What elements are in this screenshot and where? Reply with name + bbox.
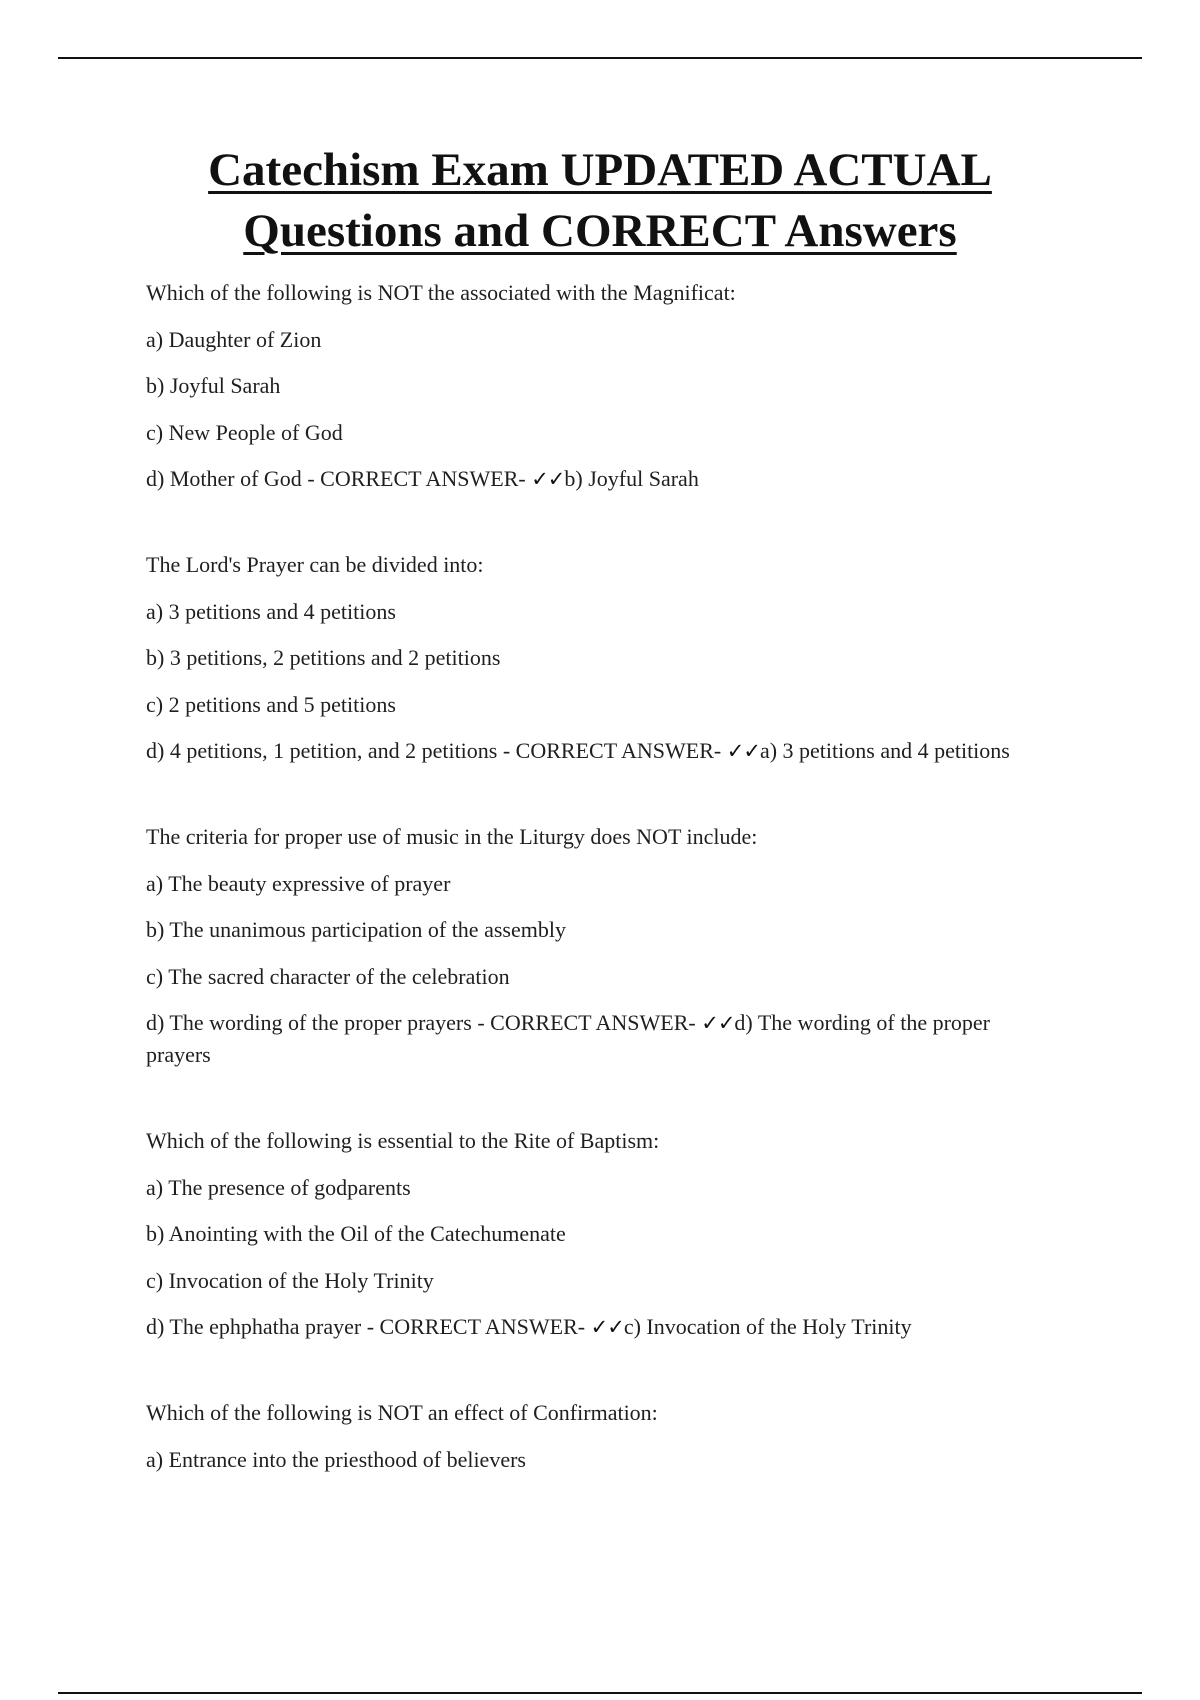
check-icon: ✓✓: [531, 467, 565, 491]
option-b: b) The unanimous participation of the assembly: [146, 917, 566, 942]
correct-answer: a) 3 petitions and 4 petitions: [759, 738, 1010, 763]
option-b: b) Joyful Sarah: [146, 373, 281, 398]
option-c: c) New People of God: [146, 419, 343, 445]
question-text: The criteria for proper use of music in the Liturgy does NOT include:: [146, 824, 758, 849]
correct-answer: d) The wording of the proper prayers: [146, 1010, 990, 1067]
correct-answer-label: - CORRECT ANSWER-: [471, 1010, 702, 1035]
option-c: c) Invocation of the Holy Trinity: [146, 1267, 434, 1293]
top-rule: [58, 57, 1142, 59]
correct-answer-label: - CORRECT ANSWER-: [301, 466, 532, 491]
check-icon: ✓✓: [701, 1011, 735, 1035]
option-d-with-answer: [146, 463, 1026, 495]
question-block-5: [146, 1397, 1026, 1476]
check-icon: ✓✓: [590, 1315, 624, 1339]
option-d: d) 4 petitions, 1 petition, and 2 petitions: [146, 738, 498, 763]
option-c: c) The sacred character of the celebration: [146, 963, 510, 989]
question-list: [146, 277, 1026, 1530]
question-block-4: [146, 1125, 1026, 1343]
option-d: d) Mother of God: [146, 466, 302, 491]
question-text: The Lord's Prayer can be divided into:: [146, 552, 484, 577]
correct-answer: c) Invocation of the Holy Trinity: [623, 1314, 912, 1339]
question-text: Which of the following is essential to the Rite of Baptism:: [146, 1128, 660, 1153]
option-c: c) 2 petitions and 5 petitions: [146, 691, 396, 717]
title-line-2: Questions and CORRECT Answers: [243, 205, 957, 257]
option-a: a) Entrance into the priesthood of believers: [146, 1446, 526, 1472]
option-a: a) Daughter of Zion: [146, 326, 322, 352]
question-block-2: [146, 549, 1026, 767]
option-d-with-answer: [146, 1311, 1026, 1343]
correct-answer: b) Joyful Sarah: [564, 466, 699, 491]
option-d-with-answer: [146, 1007, 1026, 1071]
option-d: d) The wording of the proper prayers: [146, 1010, 472, 1035]
correct-answer-label: - CORRECT ANSWER-: [497, 738, 727, 763]
question-text: Which of the following is NOT an effect of Confirmation:: [146, 1400, 658, 1425]
page-title: [100, 140, 1100, 262]
option-a: a) 3 petitions and 4 petitions: [146, 598, 396, 624]
option-a: a) The presence of godparents: [146, 1174, 411, 1200]
option-b: b) 3 petitions, 2 petitions and 2 petitions: [146, 645, 501, 670]
question-block-1: [146, 277, 1026, 495]
question-block-3: [146, 821, 1026, 1071]
check-icon: ✓✓: [726, 739, 760, 763]
bottom-rule: [58, 1692, 1142, 1694]
question-text: Which of the following is NOT the associated with the Magnificat:: [146, 280, 736, 305]
option-d-with-answer: [146, 735, 1026, 767]
option-d: d) The ephphatha prayer: [146, 1314, 362, 1339]
title-line-1: Catechism Exam UPDATED ACTUAL: [208, 144, 992, 196]
option-b: b) Anointing with the Oil of the Catechumenate: [146, 1221, 566, 1246]
correct-answer-label: - CORRECT ANSWER-: [361, 1314, 591, 1339]
option-a: a) The beauty expressive of prayer: [146, 870, 451, 896]
